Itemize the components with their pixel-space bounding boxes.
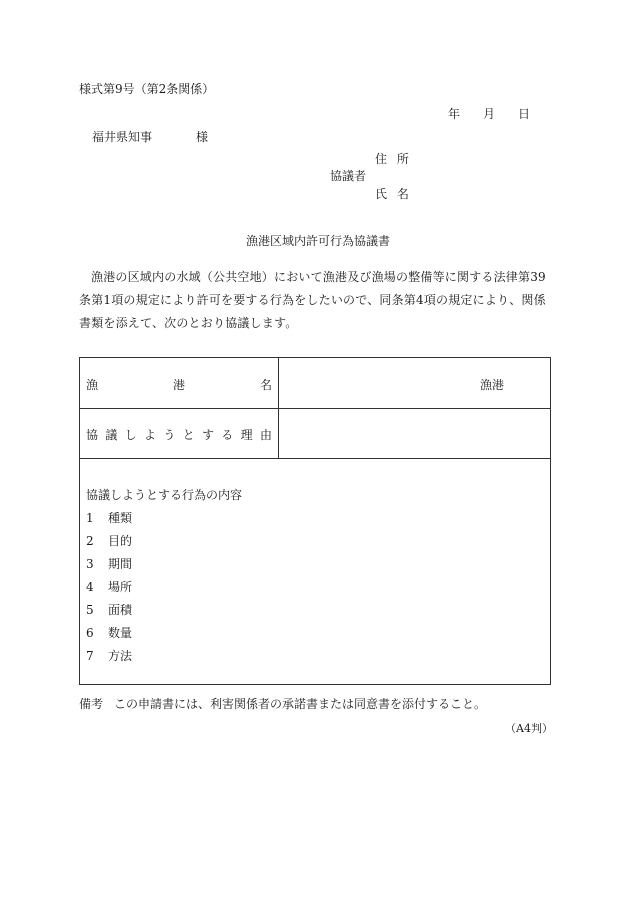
item-number: 5 [86, 603, 94, 617]
item-label: 期間 [108, 557, 133, 571]
label-char: 由 [259, 428, 272, 442]
list-item [86, 622, 242, 645]
table-row-reason [80, 408, 550, 459]
label-char: よ [143, 428, 156, 442]
party-label: 協議者 [330, 169, 367, 183]
port-name-value: 漁港 [480, 378, 505, 392]
note-text: この申請書には、利害関係者の承諾書または同意書を添付すること。 [114, 697, 487, 711]
address-label: 住 所 [375, 152, 409, 166]
item-number: 4 [86, 580, 94, 594]
body-paragraph: 漁港の区域内の水域（公共空地）において漁港及び漁場の整備等に関する法律第39条第1項の規定により許可を要する行為をしたいので、同条第4項の規定により、関係書類を添えて、次のとおり協議します。 [79, 270, 546, 330]
addressee: 福井県知事 [92, 130, 153, 144]
label-char: 理 [240, 428, 253, 442]
label-char: 漁 [86, 378, 99, 392]
item-label: 種類 [108, 511, 133, 525]
item-number: 6 [86, 626, 94, 640]
document-title: 漁港区域内許可行為協議書 [246, 234, 391, 248]
honorific: 様 [196, 130, 209, 144]
table-row-port-name [80, 358, 550, 409]
item-number: 2 [86, 534, 94, 548]
item-label: 目的 [108, 534, 133, 548]
action-content-heading: 協議しようとする行為の内容 [86, 488, 243, 502]
list-item [86, 530, 242, 553]
list-item [86, 553, 242, 576]
item-number: 3 [86, 557, 94, 571]
list-item [86, 576, 242, 599]
label-char: し [124, 428, 137, 442]
name-label: 氏 名 [375, 187, 409, 201]
form-number: 様式第9号（第2条関係） [79, 82, 215, 96]
paper-size: （A4判） [505, 722, 553, 735]
item-label: 方法 [108, 649, 133, 663]
label-char: 名 [259, 378, 272, 392]
item-label: 数量 [108, 626, 133, 640]
item-number: 1 [86, 511, 94, 525]
date-year-label: 年 [448, 107, 461, 121]
item-number: 7 [86, 649, 94, 663]
date-day-label: 日 [518, 107, 531, 121]
list-item [86, 507, 242, 530]
label-char: 議 [105, 428, 118, 442]
label-char: と [182, 428, 195, 442]
reason-label [86, 426, 272, 443]
port-name-label [86, 376, 272, 393]
label-char: る [221, 428, 234, 442]
label-char: う [163, 428, 176, 442]
label-char: す [201, 428, 214, 442]
label-char: 協 [86, 428, 99, 442]
form-table [79, 357, 551, 685]
table-column-divider [278, 358, 279, 458]
item-label: 面積 [108, 603, 133, 617]
action-content-section [86, 484, 242, 668]
list-item [86, 599, 242, 622]
list-item [86, 645, 242, 668]
item-label: 場所 [108, 580, 133, 594]
date-month-label: 月 [483, 107, 496, 121]
label-char: 港 [172, 378, 185, 392]
note-label: 備考 [79, 697, 104, 711]
body-paragraph-block [79, 266, 553, 335]
